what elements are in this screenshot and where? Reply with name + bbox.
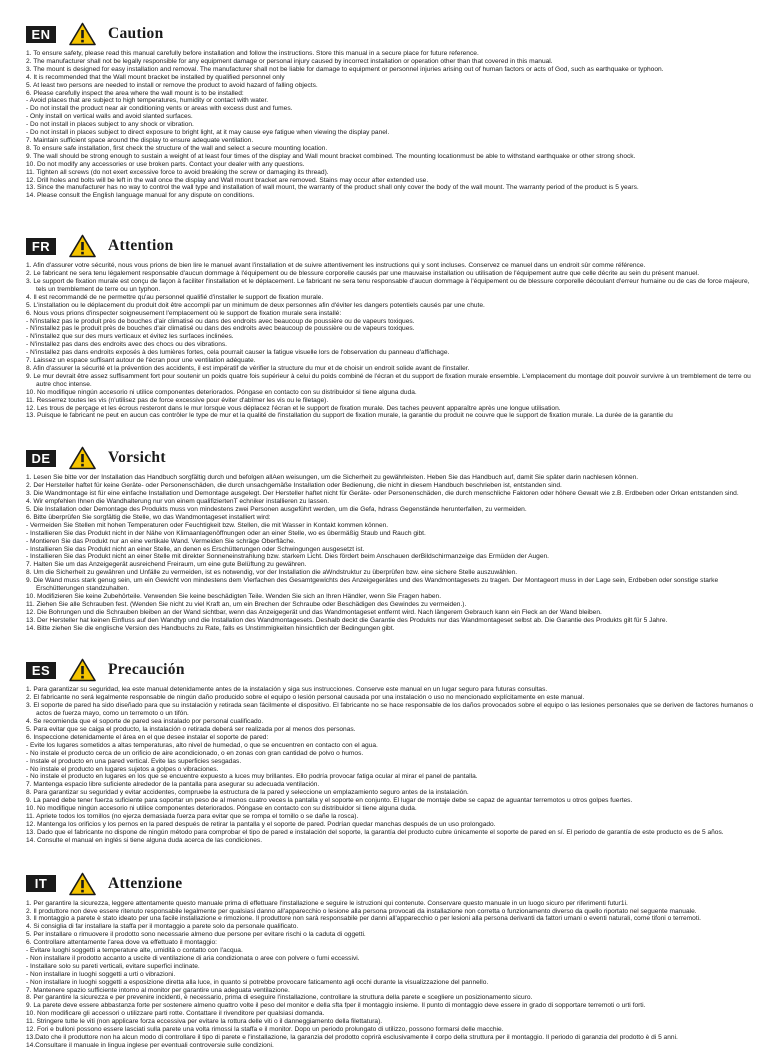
list-item: 7. Maintain sufficient space around the display to ensure adequate ventilation.	[26, 136, 254, 144]
language-code: FR	[26, 238, 56, 255]
section-title: Attenzione	[108, 874, 183, 892]
warning-icon	[69, 22, 96, 46]
list-item: 2. Der Hersteller haftet für keine Geräte- oder Personenschäden, die durch unsachgemäße Installation oder Bedienung, die nicht in diesem Handbuch beschrieben ist, entstanden sind.	[26, 482, 562, 490]
list-item: 9. The wall should be strong enough to sustain a weight of at least four times of the display and Wall mount bracket combined. The mounting locationmust be able to withstand earthquake or other strong shock.	[26, 152, 636, 160]
list-item: 4. Si consiglia di far installare la staffa per il montaggio a parete solo da personale qualificato.	[26, 923, 299, 931]
list-item: 1. Afin d'assurer votre sécurité, nous vous prions de bien lire le manuel avant l'installation et de suivre attentivement les instructions qui y sont incluses. Conservez ce manuel dans un endroit sûr comme référence.	[26, 262, 646, 270]
list-item: 14. Consulte el manual en inglés si tiene alguna duda acerca de las condiciones.	[26, 836, 263, 844]
list-item: - Do not install in places subject to any shock or vibration.	[26, 121, 194, 129]
section-en	[26, 20, 754, 200]
list-item: 5. At least two persons are needed to install or remove the product to avoid hazard of falling objects.	[26, 81, 318, 89]
list-item: - Evitare luoghi soggetti a temperature alte, umidità o contatto con l'acqua.	[26, 947, 243, 955]
list-item: 3. The mount is designed for easy installation and removal. The manufacturer shall not be liable for damage to equipment or personnel injuries arising out of human factors or acts of God, such as earthquake or typhoon.	[26, 65, 664, 73]
list-item: - Non installare in luoghi soggetti a esposizione diretta alla luce, in quanto si potrebbe provocare faticamento agli occhi durante la visualizzazione del pannello.	[26, 978, 489, 986]
list-item: - Installieren Sie das Produkt nicht an einer Stelle, an denen es Erschütterungen oder Schwingungen ausgesetzt ist.	[26, 545, 365, 553]
list-item: 2. The manufacturer shall not be legally responsible for any equipment damage or personal injury caused by incorrect installation or operation other than that covered in this manual.	[26, 57, 553, 65]
list-item: 9. La pared debe tener fuerza suficiente para soportar un peso de al menos cuatro veces la pantalla y el soporte en conjunto. El lugar de montaje debe se capaz de aguantar terremotos u otros golpes fuertes.	[26, 797, 633, 805]
list-item: 7. Laissez un espace suffisant autour de l'écran pour une ventilation adéquate.	[26, 357, 256, 365]
list-item: - N'installez pas dans endroits exposés à des lumières fortes, cela pourrait causer la fatigue visuelle lors de l'observation du panneau d'affichage.	[26, 349, 450, 357]
section-it	[26, 870, 754, 1050]
list-item: - Avoid places that are subject to high temperatures, humidity or contact with water.	[26, 97, 269, 105]
section-header	[26, 656, 754, 684]
list-item: 6. Please carefully inspect the area where the wall mount is to be installed:	[26, 89, 244, 97]
instruction-list	[26, 686, 754, 844]
list-item: 6. Inspeccione detenidamente el área en el que desee instalar el soporte de pared:	[26, 733, 269, 741]
list-item: 11. Tighten all screws (do not exert excessive force to avoid breaking the screw or damaging its thread).	[26, 168, 329, 176]
list-item: 8. To ensure safe installation, first check the structure of the wall and select a secure mounting location.	[26, 144, 328, 152]
list-item: - N'installez pas dans des endroits avec des chocs ou des vibrations.	[26, 341, 228, 349]
list-item: 1. Per garantire la sicurezza, leggere attentamente questo manuale prima di effettuare l'installazione e seguire le istruzioni qui contenute. Conservare questo manuale in un luogo sicuro per riferimenti futur1i.	[26, 899, 628, 907]
list-item: - Non installare in luoghi soggetti a urti o vibrazioni.	[26, 970, 176, 978]
list-item: 12. Die Bohrungen und die Schrauben bleiben an der Wand sichtbar, wenn das Anzeigegerät und das Wandmontageset entfernt wird. Nach längerem Gebrauch kann ein Fleck an der Wand bleiben.	[26, 608, 602, 616]
list-item: 10. Non modificare gli accessori o utilizzare parti rotte. Contattare il rivenditore per qualsiasi domanda.	[26, 1010, 325, 1018]
list-item: 12. Les trous de perçage et les écrous resteront dans le mur lorsque vous déplacez l'écran et le support de fixation murale. Des taches peuvent apparaître après une longue utilisation.	[26, 404, 561, 412]
list-item: - N'installez que sur des murs verticaux et évitez les surfaces inclinées.	[26, 333, 234, 341]
list-item: 13. Since the manufacturer has no way to control the wall type and installation of wall mount, the warranty of the product shall only cover the body of the wall mount. The warranty period of the product is 5 years.	[26, 184, 639, 192]
list-item: 9. La parete deve essere abbastanza forte per sostenere almeno quattro volte il peso del monitor e della sfta fper il montaggio insieme. Il punto di montaggio deve essere in grado di sopportare terremoti o urti forti.	[26, 1002, 646, 1010]
section-title: Attention	[108, 237, 174, 255]
list-item: - Only install on vertical walls and avoid slanted surfaces.	[26, 113, 193, 121]
list-item: 14. Please consult the English language manual for any dispute on conditions.	[26, 192, 255, 200]
section-title: Precaución	[108, 661, 185, 679]
list-item: - Installieren Sie das Produkt nicht an einer Stelle mit direkter Sonneneinstrahlung bzw. starkem Licht. Dies fördert beim Anschauen derBildschirmanzeige das Ermüden der Augen.	[26, 553, 550, 561]
list-item: 14.Consultare il manuale in lingua inglese per eventuali controversie sulle condizioni.	[26, 1041, 274, 1049]
section-header	[26, 20, 754, 48]
list-item: 3. Le support de fixation murale est conçu de façon à faciliter l'installation et le déplacement. Le fabricant ne sera tenu responsable d'aucun dommage à l'équipement ou de blessure corporelle découlant d'erreur humaine ou de cas de force majeure, tels un tremblement de terre ou un typhon.	[26, 278, 750, 293]
list-item: 4. Il est recommandé de ne permettre qu'au personnel qualifié d'installer le support de fixation murale.	[26, 293, 324, 301]
list-item: 9. Le mur devrait être assez suffisamment fort pour soutenir un poids quatre fois supérieur à celui du poids combiné de l'écran et du support de fixation murale ensemble. L'emplacement du montage doit pouvoir survivre à un tremblement de terre ou autre choc intense.	[26, 372, 751, 388]
list-item: 2. Le fabricant ne sera tenu légalement responsable d'aucun dommage à l'équipement ou de blessure corporelle causés par une mauvaise installation ou utilisation de l'équipement autre que celle décrite au sein du présent manuel.	[26, 270, 700, 278]
warning-icon	[69, 658, 96, 682]
list-item: 12. Drill holes and bolts will be left in the wall once the display and Wall mount bracket are removed. Stains may occur after extended use.	[26, 176, 429, 184]
language-code: EN	[26, 26, 56, 43]
list-item: - No instale el producto cerca de un orificio de aire acondicionado, o en zonas con gran cantidad de polvo o humos.	[26, 749, 364, 757]
list-item: 2. Il produttore non deve essere ritenuto responsabile legalmente per qualsiasi danno all'apparecchio o lesione alla persona provocati da installazione non corretta o funzionamento diverso da quello riportato nel seguente manuale.	[26, 907, 697, 915]
list-item: 5. L'installation ou le déplacement du produit doit être accompli par un minimum de deux personnes afin d'éviter les dangers potentiels causés par une chute.	[26, 301, 485, 309]
list-item: - Evite los lugares sometidos a altas temperaturas, alto nivel de humedad, o que se encuentren en contacto con el agua.	[26, 741, 378, 749]
list-item: 8. Um die Sicherheit zu gewähren und Unfälle zu vermeiden, ist es notwendig, vor der Installation die aWndstruktur zu überprüfen bzw. eine sichere Stelle auszuwählen.	[26, 569, 518, 577]
instruction-list	[26, 50, 754, 200]
list-item: 4. Wir empfehlen Ihnen die Wandhalterung nur von einem qualifiziertenT echniker installieren zu lassen.	[26, 498, 330, 506]
list-item: - No instale el producto en lugares sujetos a golpes o vibraciones.	[26, 765, 219, 773]
list-item: 13. Der Hersteller hat keinen Einfluss auf den Wandtyp und die Installation des Wandmontagesets. Deshalb deckt die Garantie des Produkts nur das Wandmontageset selbst ab. Die Garantie des Produkts gilt für 5 Jahre.	[26, 616, 668, 624]
list-item: 3. Il montaggio a parete è stato ideato per una facile installazione e rimozione. Il produttore non sarà responsabile per danni all'apparecchio o per lesioni alla persona derivanti da fattori umani o eventi naturali, come tifoni o terremoti.	[26, 915, 701, 923]
language-code: DE	[26, 450, 56, 467]
section-fr	[26, 232, 754, 420]
list-item: - Do not install in places subject to direct exposure to bright light, at it may cause eye fatigue when viewing the display panel.	[26, 129, 390, 137]
list-item: 11. Apriete todos los tornillos (no ejerza demasiada fuerza para evitar que se rompa el tornillo o se dañe la rosca).	[26, 812, 359, 820]
list-item: 8. Afin d'assurer la sécurité et la prévention des accidents, il est impératif de vérifier la structure du mur et de choisir un endroit solide avant de l'installer.	[26, 365, 470, 372]
list-item: 13.Dato che il produttore non ha alcun modo di controllare il tipo di parete e l'installazione, la garanzia del prodotto coprirà esclusivamente il corpo della struttura per il montaggio. Il periodo di garanzia del prodotto è di 5 anni.	[26, 1034, 678, 1041]
list-item: 4. Se recomienda que el soporte de pared sea instalado por personal cualificado.	[26, 718, 264, 726]
list-item: - N'installez pas le produit près de bouches d'air climatisé ou dans des endroits avec beaucoup de poussière ou de vapeurs toxiques.	[26, 325, 415, 333]
section-title: Caution	[108, 25, 164, 42]
instruction-list	[26, 474, 754, 632]
language-code: ES	[26, 662, 56, 679]
list-item: 5. Die Installation oder Demontage des Produkts muss von mindestens zwei Personen ausgeführt werden, um die Gefa, hdrass Gegenstände herunterfallen, zu vermeiden.	[26, 505, 527, 513]
list-item: 13. Dado que el fabricante no dispone de ningún método para comprobar el tipo de pared e instalación del soporte, la garantía del producto cubre únicamente el soporte de pared en sí. El periodo de garantía de este producto es de 5 años.	[26, 828, 724, 836]
list-item: 11. Stringere tutte le viti (non applicare forza eccessiva per evitare la rottura delle viti o il danneggiamento della filettatura).	[26, 1018, 383, 1026]
list-item: 10. Modifizieren Sie keine Zubehörteile. Verwenden Sie keine beschädigten Teile. Wenden Sie sich an Ihren Händler, wenn Sie Fragen haben.	[26, 592, 442, 600]
section-title: Vorsicht	[108, 449, 166, 467]
list-item: 10. No modifique ningún accesorio ni utilice componentes deteriorados. Póngase en contacto con su distribuidor si tiene alguna duda.	[26, 805, 417, 813]
list-item: 4. It is recommended that the Wall mount bracket be installed by qualified personnel only	[26, 73, 285, 81]
section-de	[26, 444, 754, 632]
section-es	[26, 656, 754, 844]
list-item: 12. Mantenga los orificios y los pernos en la pared después de retirar la pantalla y el soporte de pared. Podrían quedar manchas después de un uso prolongado.	[26, 820, 496, 828]
list-item: 7. Halten Sie um das Anzeigegerät ausreichend Freiraum, um eine gute Belüftung zu gewähren.	[26, 561, 307, 569]
section-header	[26, 870, 754, 898]
list-item: 14. Bitte ziehen Sie die englische Version des Handbuchs zu Rate, falls es Unstimmigkeiten hinsichtlich der Bedingungen gibt.	[26, 624, 395, 632]
list-item: 13. Puisque le fabricant ne peut en aucun cas contrôler le type de mur et la qualité de l'installation du support de fixation murale, la garantie du produit ne couvre que le support de fixation murale. La durée de la garantie du	[26, 412, 673, 420]
list-item: 1. To ensure safety, please read this manual carefully before installation and follow the instructions. Store this manual in a secure place for future reference.	[26, 50, 479, 57]
instruction-list	[26, 900, 754, 1050]
instruction-list	[26, 262, 754, 420]
list-item: 12. Fori e bulloni possono essere lasciati sulla parete una volta rimossi la staffa e il monitor. Dopo un periodo prolungato di utilizzo, possono formarsi delle macchie.	[26, 1026, 504, 1034]
list-item: 5. Para evitar que se caiga el producto, la instalación o retirada deberá ser realizada por al menos dos personas.	[26, 726, 356, 733]
list-item: - N'installez pas le produit près de bouches d'air climatisé ou dans des endroits avec beaucoup de poussière ou de vapeurs toxiques.	[26, 317, 415, 325]
list-item: 3. Die Wandmontage ist für eine einfache Installation und Demontage ausgelegt. Der Hersteller haftet nicht für Geräte- oder Personenschäden, die durch menschliche Faktoren oder höhere Gewalt wie z.B. Erdbeben oder Orkan entstanden sind.	[26, 490, 739, 498]
list-item: - Do not install the product near air conditioning vents or areas with excess dust and fumes.	[26, 105, 293, 113]
list-item: 3. El soporte de pared ha sido diseñado para que su instalación y retirada sean fácilmente el dispositivo. El fabricante no se hace responsable de los daños provocados sobre el equipo o las lesiones personales que se deriven de factores humanos o actos de fuerza mayo, como un terremoto o un tifón.	[26, 702, 754, 718]
list-item: 6. Nous vous prions d'inspecter soigneusement l'emplacement où le support de fixation murale sera installé:	[26, 309, 342, 317]
list-item: - Installare solo su pareti verticali, evitare superfici inclinate.	[26, 962, 200, 970]
list-item: 10. No modifique ningún accesorio ni utilice componentes deteriorados. Póngase en contacto con su distribuidor si tiene alguna duda.	[26, 388, 417, 396]
list-item: 2. El fabricante no será legalmente responsable de ningún daño producido sobre el equipo o lesión personal causada por una instalación o uso no mencionado explícitamente en este manual.	[26, 694, 585, 702]
list-item: - Montieren Sie das Produkt nur an eine vertikale Wand. Vermeiden Sie schräge Oberfläche.	[26, 537, 296, 545]
list-item: 9. Die Wand muss stark genug sein, um ein Gewicht von mindestens dem Vierfachen des Gesamtgewichts des Anzeigegerätes und des Wandmontagesets zu tragen. Der Montageort muss in der Lage sein, Erdbeben oder sonstige starke Erschütterungen standzuhalten.	[26, 577, 719, 593]
list-item: 10. Do not modify any accessories or use broken parts. Contact your dealer with any questions.	[26, 160, 305, 168]
list-item: 1. Lesen Sie bitte vor der Installation das Handbuch sorgfältig durch und befolgen allAen weisungen, um die Sicherheit zu gewährleisten. Heben Sie das Handbuch auf, damit Sie später darin nachlesen können.	[26, 474, 639, 482]
warning-icon	[69, 234, 96, 258]
list-item: 7. Mantenere spazio sufficiente intorno al monitor per garantire una adeguata ventilazione.	[26, 986, 290, 994]
list-item: 5. Per installare o rimuovere il prodotto sono necessarie almeno due persone per evitare rischi o la caduta di oggetti.	[26, 931, 366, 939]
list-item: 8. Para garantizar su seguridad y evitar accidentes, compruebe la estructura de la pared y seleccione un emplazamiento seguro antes de la instalación.	[26, 789, 469, 797]
list-item: 1. Para garantizar su seguridad, lea este manual detenidamente antes de la instalación y siga sus instrucciones. Conserve este manual en un lugar seguro para futuras consultas.	[26, 686, 548, 694]
section-header	[26, 444, 754, 472]
list-item: - No instale el producto en lugares en los que se encuentre expuesto a luces muy brillantes. Ello podría provocar fatiga ocular al mirar el panel de pantalla.	[26, 773, 478, 781]
list-item: 7. Mantenga espacio libre suficiente alrededor de la pantalla para asegurar su adecuada ventilación.	[26, 781, 320, 789]
warning-icon	[69, 446, 96, 470]
list-item: - Instale el producto en una pared vertical. Evite las superficies sesgadas.	[26, 757, 242, 765]
warning-icon	[69, 872, 96, 896]
list-item: 11. Resserrez toutes les vis (n'utilisez pas de force excessive pour éviter d'abîmer les vis ou le filetage).	[26, 396, 329, 404]
list-item: 8. Per garantire la sicurezza e per prevenire incidenti, è necessario, prima di eseguire l'installazione, controllare la struttura della parete e scegliere un posizionamento sicuro.	[26, 994, 533, 1002]
list-item: 6. Bitte überprüfen Sie sorgfältig die Stelle, wo das Wandmontageset installiert wird:	[26, 513, 271, 521]
section-header	[26, 232, 754, 260]
language-code: IT	[26, 875, 56, 892]
list-item: - Installieren Sie das Produkt nicht in der Nähe von Klimaanlagenöffnungen oder an einer Stelle, wo es übermäßig Staub und Rauch gibt.	[26, 529, 426, 537]
list-item: 11. Ziehen Sie alle Schrauben fest. (Wenden Sie nicht zu viel Kraft an, um ein Brechen der Schraube oder Beschädigen des Gewindes zu vermeiden.).	[26, 600, 467, 608]
list-item: - Vermeiden Sie Stellen mit hohen Temperaturen oder Feuchtigkeit bzw. Stellen, die mit Wasser in Kontakt kommen können.	[26, 521, 389, 529]
list-item: - Non installare il prodotto accanto a uscite di ventilazione di aria condizionata o aree con polvere o fumi eccessivi.	[26, 954, 360, 962]
list-item: 6. Controllare attentamente l'area dove va effettuato il montaggio:	[26, 939, 218, 947]
